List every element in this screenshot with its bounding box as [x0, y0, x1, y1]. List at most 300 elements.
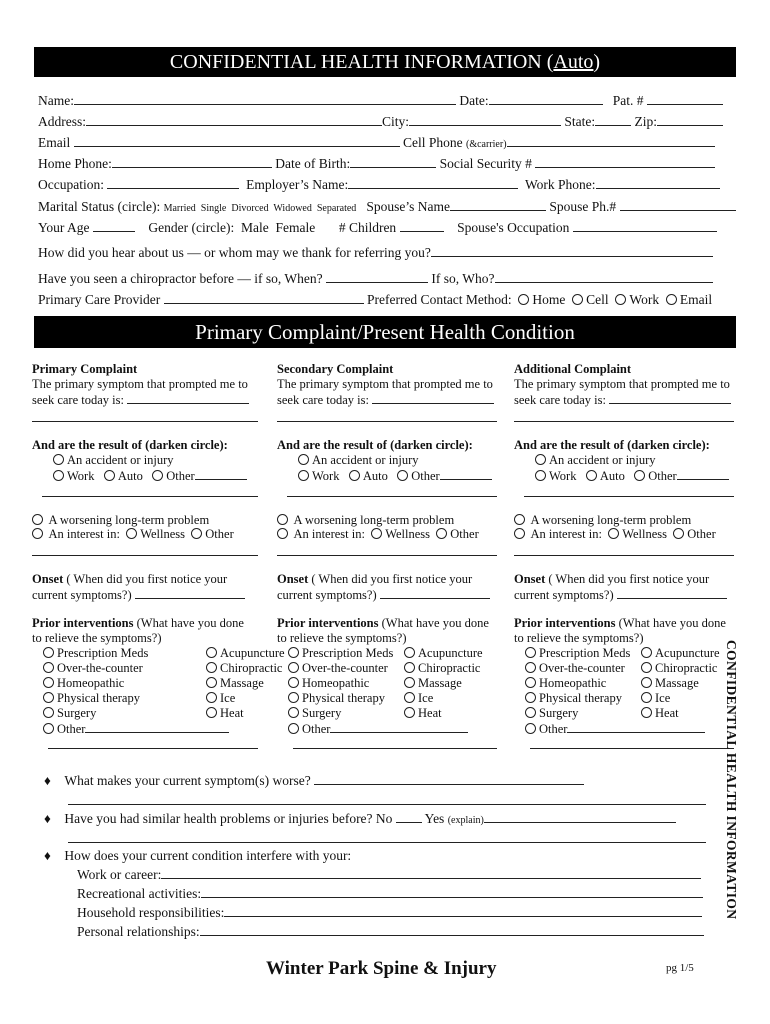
primary-worsening-option[interactable]	[32, 513, 209, 528]
section-title: Primary Complaint/Present Health Condition	[195, 320, 575, 344]
primary-onset-text: ( When did you first notice your	[63, 572, 228, 586]
zip-label: Zip:	[634, 114, 658, 129]
row-age	[38, 219, 717, 236]
secondary-wellness-label: Wellness	[385, 527, 431, 541]
zip-field[interactable]	[657, 113, 723, 126]
secondary-intervention-left-3[interactable]	[288, 691, 385, 706]
additional-intervention-right-4[interactable]	[641, 706, 679, 721]
primary-worsening-label: A worsening long-term problem	[48, 513, 210, 527]
primary-intervention-left-1[interactable]	[43, 661, 143, 676]
if-so-who-label: If so, Who?	[431, 271, 495, 286]
primary-intervention-radio[interactable]	[43, 723, 54, 734]
city-label: City:	[382, 114, 410, 129]
additional-intervention-radio[interactable]	[641, 677, 652, 688]
explain-label: (explain)	[447, 815, 484, 826]
interfere-recreational	[77, 885, 703, 902]
cell-field[interactable]	[507, 134, 715, 147]
secondary-intervention-other-field[interactable]	[330, 721, 468, 733]
primary-interest-options	[32, 527, 234, 542]
row-home-phone	[38, 155, 715, 172]
row-referral	[38, 244, 713, 261]
row-occupation	[38, 176, 720, 193]
additional-wellness-label: Wellness	[622, 527, 668, 541]
practice-name: Winter Park Spine & Injury	[266, 958, 497, 979]
additional-intervention-left-4[interactable]	[525, 706, 578, 721]
additional-accident-label: An accident or injury	[549, 453, 656, 467]
primary-intervention-field-line[interactable]	[48, 748, 258, 749]
secondary-prompt-line1: The primary symptom that prompted me to	[277, 377, 493, 391]
age-label: Your Age	[38, 220, 90, 235]
contact-work-label: Work	[629, 292, 660, 307]
additional-intervention-radio[interactable]	[525, 677, 536, 688]
interfere-work	[77, 866, 701, 883]
contact-work-radio[interactable]	[615, 294, 626, 305]
additional-worsening-option[interactable]	[514, 513, 691, 528]
secondary-prior-label: Prior interventions	[277, 616, 379, 630]
primary-intervention-left-3[interactable]	[43, 691, 140, 706]
worse-field[interactable]	[314, 772, 584, 785]
primary-auto-radio[interactable]	[104, 470, 115, 481]
ssn-label: Social Security #	[439, 156, 532, 171]
additional-cause-field-line[interactable]	[524, 496, 734, 497]
bullet-icon: ♦	[44, 848, 51, 863]
primary-interest-label: An interest in:	[48, 527, 120, 541]
secondary-intervention-right-4[interactable]	[404, 706, 442, 721]
secondary-intervention-right-0[interactable]	[404, 646, 483, 661]
secondary-symptom-field[interactable]	[372, 392, 494, 404]
additional-complaint-column	[514, 362, 731, 408]
primary-prompt-line2: seek care today is:	[32, 393, 124, 407]
secondary-worsening-label: A worsening long-term problem	[293, 513, 455, 527]
additional-intervention-label: Chiropractic	[655, 661, 718, 675]
additional-other-radio[interactable]	[634, 470, 645, 481]
primary-accident-radio[interactable]	[53, 454, 64, 465]
primary-symptom-field[interactable]	[127, 392, 249, 404]
additional-onset-block	[514, 572, 727, 603]
primary-wellness-radio[interactable]	[126, 528, 137, 539]
date-field[interactable]	[489, 92, 603, 105]
additional-worsening-label: A worsening long-term problem	[530, 513, 692, 527]
question-interfere	[44, 848, 351, 864]
additional-intervention-label: Over-the-counter	[539, 661, 625, 675]
additional-symptom-field-line2[interactable]	[514, 421, 734, 422]
date-label: Date:	[459, 93, 489, 108]
secondary-prompt-line2: seek care today is:	[277, 393, 369, 407]
primary-wellness-label: Wellness	[140, 527, 186, 541]
secondary-cause-field-line[interactable]	[287, 496, 497, 497]
additional-other2-label: Other	[687, 527, 716, 541]
primary-other-field[interactable]	[195, 468, 247, 480]
contact-cell-label: Cell	[586, 292, 609, 307]
age-field[interactable]	[93, 219, 135, 232]
primary-other2-label: Other	[205, 527, 234, 541]
secondary-wellness-radio[interactable]	[371, 528, 382, 539]
secondary-onset-field[interactable]	[380, 587, 490, 599]
additional-onset-text2: current symptoms?)	[514, 588, 614, 602]
additional-intervention-field-line[interactable]	[530, 748, 734, 749]
primary-intervention-radio[interactable]	[43, 662, 54, 673]
additional-intervention-label: Massage	[655, 676, 699, 690]
additional-prior-text2: to relieve the symptoms?)	[514, 631, 644, 645]
additional-intervention-label: Acupuncture	[655, 646, 720, 660]
secondary-other-field[interactable]	[440, 468, 492, 480]
work-phone-field[interactable]	[596, 176, 720, 189]
spouse-occupation-field[interactable]	[573, 219, 717, 232]
additional-other-field[interactable]	[677, 468, 729, 480]
similar-explain-field[interactable]	[484, 810, 676, 823]
additional-cause-options	[535, 468, 729, 484]
primary-accident-label: An accident or injury	[67, 453, 174, 467]
secondary-intervention-label: Acupuncture	[418, 646, 483, 660]
additional-work-label: Work	[549, 469, 577, 483]
secondary-symptom-field-line2[interactable]	[277, 421, 497, 422]
secondary-intervention-right-1[interactable]	[404, 661, 480, 676]
primary-intervention-radio[interactable]	[43, 647, 54, 658]
secondary-intervention-radio[interactable]	[404, 692, 415, 703]
name-field[interactable]	[74, 92, 456, 105]
primary-intervention-right-2[interactable]	[206, 676, 264, 691]
additional-other2-radio[interactable]	[673, 528, 684, 539]
form-title-auto: Auto	[553, 51, 594, 73]
additional-intervention-radio[interactable]	[525, 723, 536, 734]
row-name	[38, 92, 723, 109]
additional-intervention-label: Physical therapy	[539, 691, 622, 705]
primary-intervention-radio[interactable]	[206, 707, 217, 718]
email-field[interactable]	[74, 134, 400, 147]
additional-intervention-right-0[interactable]	[641, 646, 720, 661]
additional-prior-label: Prior interventions	[514, 616, 616, 630]
secondary-interest-options	[277, 527, 479, 542]
primary-intervention-label: Surgery	[57, 706, 97, 720]
seen-chiro-field[interactable]	[326, 270, 428, 283]
primary-intervention-left-0[interactable]	[43, 646, 148, 661]
primary-prior-label: Prior interventions	[32, 616, 134, 630]
additional-accident-option[interactable]	[535, 453, 656, 468]
secondary-intervention-radio[interactable]	[288, 662, 299, 673]
secondary-prior-text: (What have you done	[378, 616, 489, 630]
contact-email-radio[interactable]	[666, 294, 677, 305]
pcp-field[interactable]	[164, 291, 364, 304]
primary-intervention-right-3[interactable]	[206, 691, 235, 706]
row-pcp	[38, 291, 712, 308]
primary-onset-field[interactable]	[135, 587, 245, 599]
secondary-accident-label: An accident or injury	[312, 453, 419, 467]
additional-intervention-left-5[interactable]	[525, 721, 705, 737]
pat-label: Pat. #	[612, 93, 644, 108]
home-phone-field[interactable]	[112, 155, 272, 168]
secondary-result-block	[277, 438, 473, 453]
secondary-complaint-heading: Secondary Complaint	[277, 362, 394, 376]
primary-other-radio[interactable]	[152, 470, 163, 481]
additional-interest-field-line[interactable]	[514, 555, 734, 556]
worse-field-line2[interactable]	[68, 804, 706, 805]
secondary-intervention-label: Surgery	[302, 706, 342, 720]
secondary-work-radio[interactable]	[298, 470, 309, 481]
primary-intervention-other-field[interactable]	[85, 721, 229, 733]
additional-intervention-radio[interactable]	[525, 692, 536, 703]
spouse-ph-field[interactable]	[620, 198, 736, 211]
referral-label: How did you hear about us — or whom may we thank for referring you?	[38, 245, 431, 260]
interfere-household	[77, 904, 702, 921]
additional-complaint-heading: Additional Complaint	[514, 362, 632, 376]
pcp-label: Primary Care Provider	[38, 292, 161, 307]
primary-worsening-radio[interactable]	[32, 514, 43, 525]
dob-label: Date of Birth:	[275, 156, 351, 171]
dob-field[interactable]	[350, 155, 436, 168]
recreational-label: Recreational activities:	[77, 886, 202, 901]
secondary-intervention-left-4[interactable]	[288, 706, 341, 721]
primary-onset-text2: current symptoms?)	[32, 588, 132, 602]
additional-worsening-radio[interactable]	[514, 514, 525, 525]
secondary-intervention-radio[interactable]	[288, 723, 299, 734]
row-email	[38, 134, 715, 153]
secondary-cause-options	[298, 468, 492, 484]
ssn-field[interactable]	[535, 155, 715, 168]
secondary-other2-radio[interactable]	[436, 528, 447, 539]
similar-no-field[interactable]	[396, 810, 422, 823]
additional-onset-field[interactable]	[617, 587, 727, 599]
secondary-onset-block	[277, 572, 490, 603]
primary-interest-field-line[interactable]	[32, 555, 258, 556]
secondary-intervention-radio[interactable]	[288, 647, 299, 658]
secondary-intervention-right-2[interactable]	[404, 676, 462, 691]
additional-intervention-left-3[interactable]	[525, 691, 622, 706]
worse-label: What makes your current symptom(s) worse?	[64, 773, 311, 788]
primary-prior-text2: to relieve the symptoms?)	[32, 631, 162, 645]
state-label: State:	[564, 114, 596, 129]
primary-intervention-radio[interactable]	[206, 662, 217, 673]
recreational-field[interactable]	[201, 885, 703, 898]
cell-carrier-label: (&carrier)	[466, 139, 507, 150]
side-label: CONFIDENTIAL HEALTH INFORMATION	[724, 640, 739, 920]
similar-label: Have you had similar health problems or injuries before? No	[64, 811, 393, 826]
secondary-intervention-radio[interactable]	[288, 692, 299, 703]
additional-prompt-line2: seek care today is:	[514, 393, 606, 407]
secondary-onset-label: Onset	[277, 572, 309, 586]
primary-result-heading: And are the result of (darken circle):	[32, 438, 228, 452]
additional-intervention-radio[interactable]	[641, 692, 652, 703]
additional-prior-text: (What have you done	[615, 616, 726, 630]
address-label: Address:	[38, 114, 86, 129]
secondary-accident-radio[interactable]	[298, 454, 309, 465]
similar-field-line2[interactable]	[68, 842, 706, 843]
contact-home-label: Home	[532, 292, 566, 307]
primary-complaint-heading: Primary Complaint	[32, 362, 138, 376]
secondary-intervention-label: Over-the-counter	[302, 661, 388, 675]
primary-intervention-radio[interactable]	[206, 647, 217, 658]
additional-symptom-field[interactable]	[609, 392, 731, 404]
primary-onset-label: Onset	[32, 572, 64, 586]
primary-symptom-field-line2[interactable]	[32, 421, 258, 422]
referral-field[interactable]	[431, 244, 713, 257]
preferred-contact-label: Preferred Contact Method:	[366, 292, 512, 307]
email-label: Email	[38, 135, 71, 150]
additional-intervention-radio[interactable]	[525, 707, 536, 718]
additional-intervention-radio[interactable]	[525, 647, 536, 658]
secondary-intervention-left-5[interactable]	[288, 721, 468, 737]
primary-result-block	[32, 438, 228, 453]
row-marital	[38, 198, 736, 217]
spouse-occupation-label: Spouse's Occupation	[457, 220, 570, 235]
primary-intervention-label: Over-the-counter	[57, 661, 143, 675]
primary-intervention-left-2[interactable]	[43, 676, 124, 691]
additional-intervention-label: Prescription Meds	[539, 646, 631, 660]
primary-prompt-line1: The primary symptom that prompted me to	[32, 377, 248, 391]
form-title-close: )	[593, 51, 601, 73]
secondary-intervention-label: Homeopathic	[302, 676, 370, 690]
home-phone-label: Home Phone:	[38, 156, 112, 171]
secondary-interest-field-line[interactable]	[277, 555, 497, 556]
additional-intervention-label: Surgery	[539, 706, 579, 720]
additional-interest-radio[interactable]	[514, 528, 525, 539]
additional-intervention-right-1[interactable]	[641, 661, 717, 676]
secondary-result-heading: And are the result of (darken circle):	[277, 438, 473, 452]
state-field[interactable]	[595, 113, 631, 126]
primary-accident-option[interactable]	[53, 453, 174, 468]
secondary-auto-radio[interactable]	[349, 470, 360, 481]
gender-label[interactable]: Gender (circle): Male Female	[148, 220, 316, 235]
additional-intervention-left-0[interactable]	[525, 646, 630, 661]
secondary-intervention-left-1[interactable]	[288, 661, 388, 676]
additional-intervention-label: Homeopathic	[539, 676, 607, 690]
secondary-other-radio[interactable]	[397, 470, 408, 481]
employer-field[interactable]	[348, 176, 518, 189]
secondary-onset-text: ( When did you first notice your	[308, 572, 473, 586]
secondary-intervention-right-3[interactable]	[404, 691, 433, 706]
primary-intervention-right-1[interactable]	[206, 661, 282, 676]
primary-intervention-label: Heat	[220, 706, 244, 720]
name-label: Name:	[38, 93, 74, 108]
additional-wellness-radio[interactable]	[608, 528, 619, 539]
question-worse	[44, 772, 584, 789]
primary-intervention-radio[interactable]	[43, 677, 54, 688]
cell-label: Cell Phone	[403, 135, 463, 150]
additional-intervention-other-field[interactable]	[567, 721, 705, 733]
additional-intervention-radio[interactable]	[525, 662, 536, 673]
primary-cause-field-line[interactable]	[42, 496, 258, 497]
additional-intervention-label: Heat	[655, 706, 679, 720]
secondary-prior-text2: to relieve the symptoms?)	[277, 631, 407, 645]
primary-intervention-label: Physical therapy	[57, 691, 140, 705]
secondary-worsening-option[interactable]	[277, 513, 454, 528]
secondary-intervention-field-line[interactable]	[293, 748, 497, 749]
additional-intervention-right-3[interactable]	[641, 691, 670, 706]
primary-interest-radio[interactable]	[32, 528, 43, 539]
secondary-accident-option[interactable]	[298, 453, 419, 468]
secondary-intervention-label: Prescription Meds	[302, 646, 394, 660]
primary-complaint-column	[32, 362, 249, 408]
personal-label: Personal relationships:	[77, 924, 200, 939]
primary-intervention-radio[interactable]	[43, 692, 54, 703]
children-field[interactable]	[400, 219, 444, 232]
primary-intervention-radio[interactable]	[43, 707, 54, 718]
primary-intervention-left-5[interactable]	[43, 721, 229, 737]
additional-other-label: Other	[648, 469, 677, 483]
seen-chiro-label: Have you seen a chiropractor before — if so, When?	[38, 271, 323, 286]
pat-field[interactable]	[647, 92, 723, 105]
additional-intervention-left-2[interactable]	[525, 676, 606, 691]
additional-auto-radio[interactable]	[586, 470, 597, 481]
bullet-icon: ♦	[44, 811, 51, 826]
contact-cell-radio[interactable]	[572, 294, 583, 305]
additional-intervention-radio[interactable]	[641, 647, 652, 658]
primary-intervention-left-4[interactable]	[43, 706, 96, 721]
secondary-prior-block	[277, 616, 489, 646]
question-similar	[44, 810, 676, 827]
additional-intervention-left-1[interactable]	[525, 661, 625, 676]
occupation-label: Occupation:	[38, 177, 104, 192]
primary-intervention-radio[interactable]	[206, 677, 217, 688]
primary-intervention-radio[interactable]	[206, 692, 217, 703]
secondary-intervention-radio[interactable]	[288, 707, 299, 718]
secondary-complaint-column	[277, 362, 494, 408]
if-so-who-field[interactable]	[495, 270, 713, 283]
household-label: Household responsibilities:	[77, 905, 225, 920]
address-field[interactable]	[86, 113, 382, 126]
spouse-name-field[interactable]	[450, 198, 546, 211]
additional-intervention-right-2[interactable]	[641, 676, 699, 691]
secondary-worsening-radio[interactable]	[277, 514, 288, 525]
personal-field[interactable]	[200, 923, 704, 936]
secondary-intervention-left-0[interactable]	[288, 646, 393, 661]
additional-intervention-radio[interactable]	[641, 707, 652, 718]
primary-intervention-label: Acupuncture	[220, 646, 285, 660]
secondary-intervention-left-2[interactable]	[288, 676, 369, 691]
contact-home-radio[interactable]	[518, 294, 529, 305]
secondary-intervention-label: Chiropractic	[418, 661, 481, 675]
additional-work-radio[interactable]	[535, 470, 546, 481]
page-number: pg 1/5	[666, 962, 694, 974]
city-field[interactable]	[409, 113, 561, 126]
secondary-interest-radio[interactable]	[277, 528, 288, 539]
additional-result-block	[514, 438, 710, 453]
secondary-intervention-radio[interactable]	[404, 647, 415, 658]
secondary-intervention-radio[interactable]	[404, 677, 415, 688]
form-title-banner	[34, 47, 736, 77]
contact-email-label: Email	[679, 292, 713, 307]
primary-intervention-label: Chiropractic	[220, 661, 283, 675]
primary-intervention-right-0[interactable]	[206, 646, 285, 661]
bullet-icon: ♦	[44, 773, 51, 788]
primary-cause-options	[53, 468, 247, 484]
additional-auto-label: Auto	[599, 469, 625, 483]
household-field[interactable]	[224, 904, 702, 917]
work-career-field[interactable]	[161, 866, 701, 879]
marital-status-label: Marital Status (circle):	[38, 199, 161, 214]
secondary-other-label: Other	[411, 469, 440, 483]
secondary-intervention-radio[interactable]	[288, 677, 299, 688]
primary-work-label: Work	[67, 469, 95, 483]
primary-other-label: Other	[166, 469, 195, 483]
additional-prior-block	[514, 616, 726, 646]
primary-work-radio[interactable]	[53, 470, 64, 481]
occupation-field[interactable]	[107, 176, 239, 189]
additional-intervention-radio[interactable]	[641, 662, 652, 673]
secondary-intervention-radio[interactable]	[404, 707, 415, 718]
marital-options[interactable]: Married Single Divorced Widowed Separated	[163, 203, 357, 214]
primary-other2-radio[interactable]	[191, 528, 202, 539]
row-address	[38, 113, 723, 130]
primary-intervention-right-4[interactable]	[206, 706, 244, 721]
interfere-label: How does your current condition interfere with your:	[64, 848, 352, 863]
additional-accident-radio[interactable]	[535, 454, 546, 465]
work-phone-label: Work Phone:	[524, 177, 596, 192]
children-label: # Children	[338, 220, 397, 235]
secondary-interest-label: An interest in:	[293, 527, 365, 541]
spouse-ph-label: Spouse Ph.#	[549, 199, 617, 214]
additional-intervention-label: Other	[539, 722, 568, 736]
secondary-intervention-radio[interactable]	[404, 662, 415, 673]
